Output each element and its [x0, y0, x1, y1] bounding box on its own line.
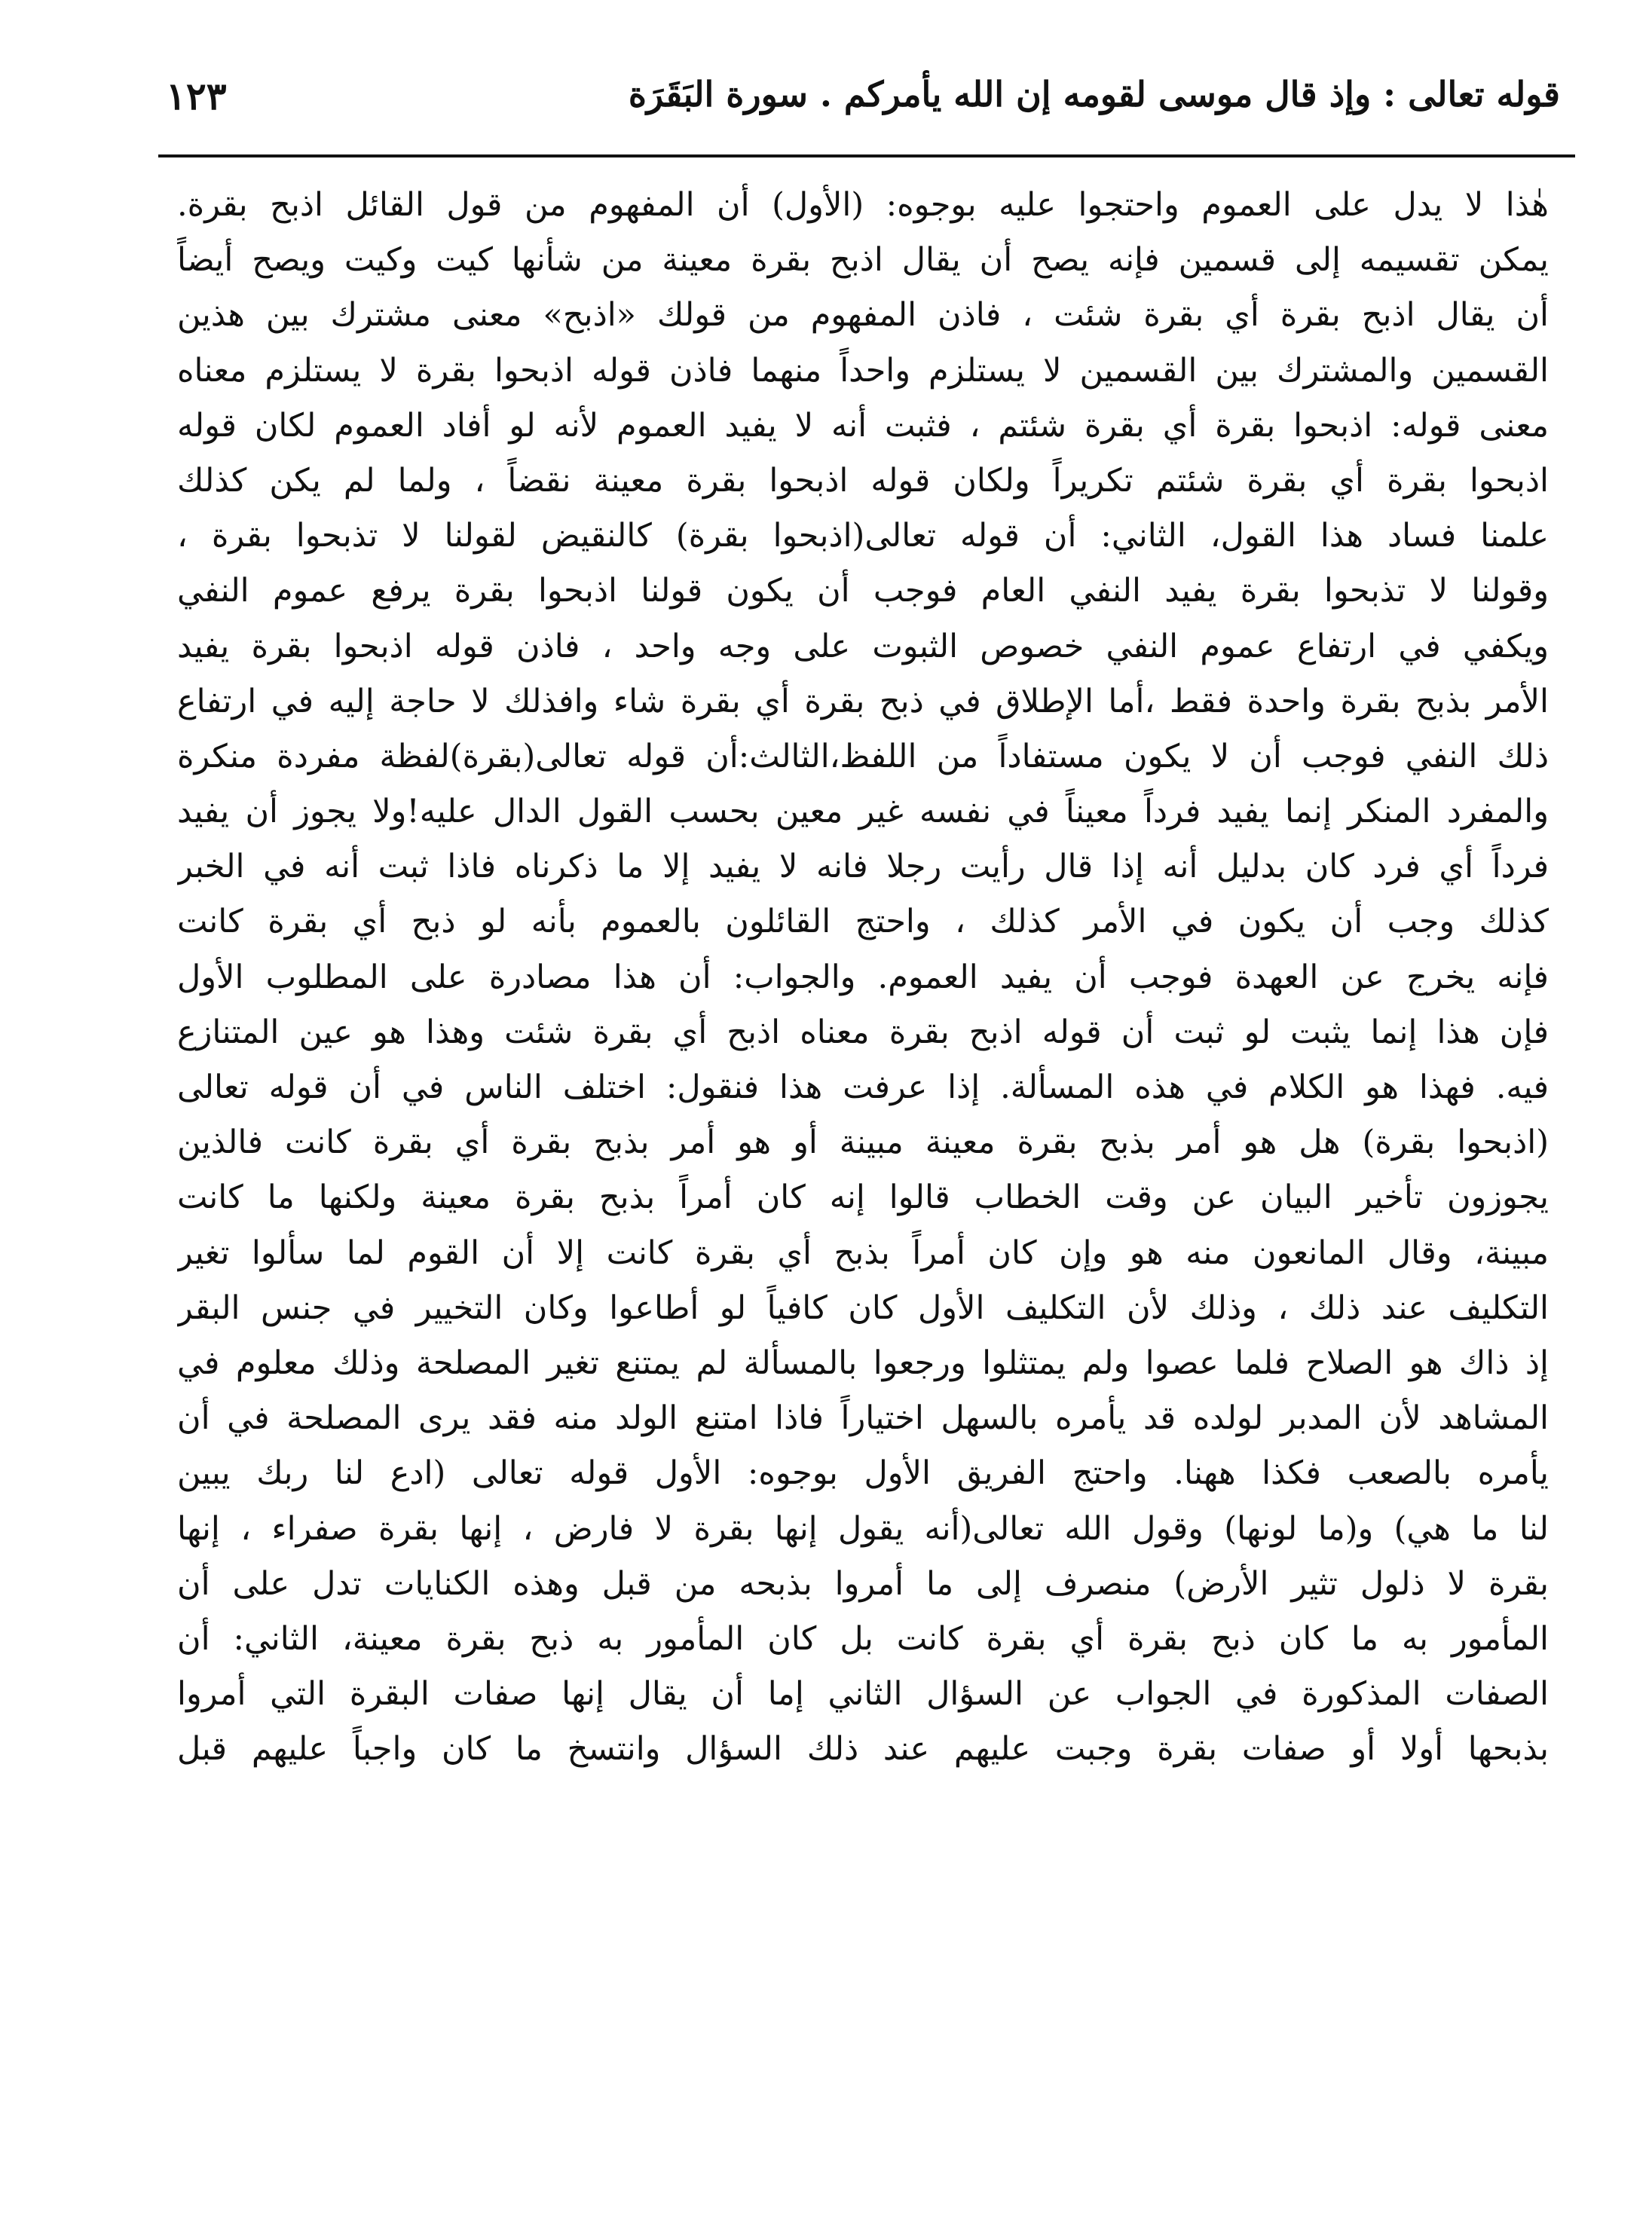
- text-line: أن يقال اذبح بقرة أي بقرة شئت ، فاذن المفهوم من قولك «اذبح» معنى مشترك بين هذين: [177, 296, 1549, 335]
- text-line: (اذبحوا بقرة) هل هو أمر بذبح بقرة معينة مبينة أو هو أمر بذبح بقرة أي بقرة كانت فالذين: [177, 1124, 1549, 1162]
- text-line: يجوزون تأخير البيان عن وقت الخطاب قالوا إنه كان أمراً بذبح بقرة معينة ولكنها ما كانت: [177, 1179, 1549, 1217]
- text-line: [177, 2108, 1549, 2163]
- text-line: التكليف عند ذلك ، وذلك لأن التكليف الأول كان كافياً لو أطاعوا وكان التخيير في جنس البقر: [177, 1289, 1549, 1327]
- text-line: المشاهد لأن المدبر لولده قد يأمره بالسهل اختياراً فاذا امتنع الولد منه فقد يرى المصلحة في أن: [177, 1399, 1549, 1438]
- text-line: كذلك وجب أن يكون في الأمر كذلك ، واحتج القائلون بالعموم بأنه لو ذبح أي بقرة كانت: [177, 903, 1549, 941]
- text-line: هٰذا لا يدل على العموم واحتجوا عليه بوجوه: (الأول) أن المفهوم من قول القائل اذبح بقرة.: [177, 186, 1549, 224]
- text-line: المأمور به ما كان ذبح بقرة أي بقرة كانت بل كان المأمور به ذبح بقرة معينة، الثاني: أن: [177, 1619, 1549, 1658]
- text-line: [177, 1777, 1549, 1832]
- text-line: وقولنا لا تذبحوا بقرة يفيد النفي العام فوجب أن يكون قولنا اذبحوا بقرة يرفع عموم النفي: [177, 572, 1549, 610]
- body-text: [177, 178, 1549, 2163]
- text-line: [177, 2053, 1549, 2108]
- text-line: فإنه يخرج عن العهدة فوجب أن يفيد العموم. والجواب: أن هذا مصادرة على المطلوب الأول: [177, 958, 1549, 996]
- page-number: ١٢٣: [166, 74, 227, 118]
- text-line: بذبحها أولا أو صفات بقرة وجبت عليهم عند ذلك السؤال وانتسخ ما كان واجباً عليهم قبل: [177, 1730, 1549, 1769]
- running-title: قوله تعالى : وإذ قال موسى لقومه إن الله يأمركم . سورة البَقَرَة: [628, 74, 1560, 115]
- text-line: بقرة لا ذلول تثير الأرض) منصرف إلى ما أمروا بذبحه من قبل وهذه الكنايات تدل على أن: [177, 1564, 1549, 1603]
- text-line: اذبحوا بقرة أي بقرة شئتم تكريراً ولكان قوله اذبحوا بقرة معينة نقضاً ، ولما لم يكن كذلك: [177, 461, 1549, 500]
- text-line: علمنا فساد هذا القول، الثاني: أن قوله تعالى(اذبحوا بقرة) كالنقيض لقولنا لا تذبحوا بقرة ،: [177, 517, 1549, 555]
- text-line: [177, 1998, 1549, 2053]
- text-line: [177, 1833, 1549, 1888]
- text-line: الصفات المذكورة في الجواب عن السؤال الثاني إما أن يقال إنها صفات البقرة التي أمروا: [177, 1675, 1549, 1714]
- text-line: مبينة، وقال المانعون منه هو وإن كان أمراً بذبح أي بقرة كانت إلا أن القوم لما سألوا تغير: [177, 1234, 1549, 1272]
- text-line: لنا ما هي) و(ما لونها) وقول الله تعالى(أنه يقول إنها بقرة لا فارض ، إنها بقرة صفراء ، إنها: [177, 1509, 1549, 1548]
- text-line: ذلك النفي فوجب أن لا يكون مستفاداً من اللفظ،الثالث:أن قوله تعالى(بقرة)لفظة مفردة منكرة: [177, 737, 1549, 775]
- text-line: فيه. فهذا هو الكلام في هذه المسألة. إذا عرفت هذا فنقول: اختلف الناس في أن قوله تعالى: [177, 1069, 1549, 1106]
- text-line: يمكن تقسيمه إلى قسمين فإنه يصح أن يقال اذبح بقرة معينة من شأنها كيت وكيت ويصح أيضاً: [177, 241, 1549, 280]
- page-header: [158, 60, 1575, 143]
- text-line: [177, 1943, 1549, 1998]
- text-line: والمفرد المنكر إنما يفيد فرداً معيناً في نفسه غير معين بحسب القول الدال عليه!ولا يجوز أن يفيد: [177, 793, 1549, 831]
- text-line: الأمر بذبح بقرة واحدة فقط ،أما الإطلاق في ذبح بقرة أي بقرة شاء وافذلك لا حاجة إليه في ارتفاع: [177, 682, 1549, 720]
- text-line: معنى قوله: اذبحوا بقرة أي بقرة شئتم ، فثبت أنه لا يفيد العموم لأنه لو أفاد العموم لكان قوله: [177, 406, 1549, 445]
- text-line: القسمين والمشترك بين القسمين لا يستلزم واحداً منهما فاذن قوله اذبحوا بقرة لا يستلزم معناه: [177, 351, 1549, 390]
- text-line: فرداً أي فرد كان بدليل أنه إذا قال رأيت رجلا فانه لا يفيد إلا ما ذكرناه فاذا ثبت أنه في الخبر: [177, 848, 1549, 886]
- text-line: يأمره بالصعب فكذا ههنا. واحتج الفريق الأول بوجوه: الأول قوله تعالى (ادع لنا ربك يبين: [177, 1454, 1549, 1493]
- text-line: ويكفي في ارتفاع عموم النفي خصوص الثبوت على وجه واحد ، فاذن قوله اذبحوا بقرة يفيد: [177, 627, 1549, 665]
- text-line: [177, 1888, 1549, 1943]
- text-line: فإن هذا إنما يثبت لو ثبت أن قوله اذبح بقرة معناه اذبح أي بقرة شئت وهذا هو عين المتنازع: [177, 1013, 1549, 1051]
- text-line: إذ ذاك هو الصلاح فلما عصوا ولم يمتثلوا ورجعوا بالمسألة لم يمتنع تغير المصلحة وذلك معلوم في: [177, 1344, 1549, 1382]
- header-rule: [158, 154, 1575, 157]
